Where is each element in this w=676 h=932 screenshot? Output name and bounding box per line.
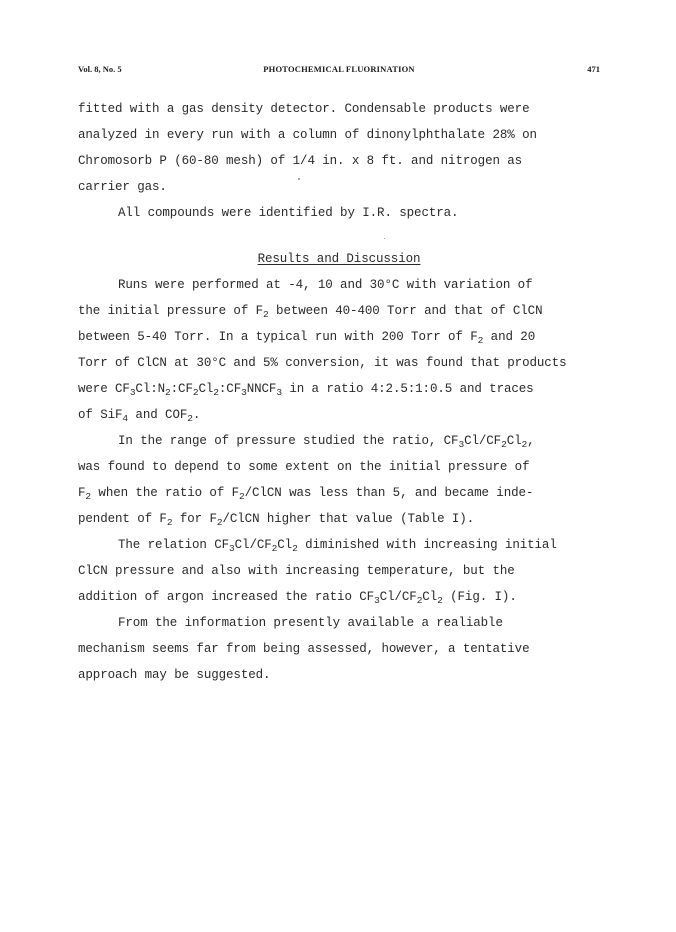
- text-line: Runs were performed at -4, 10 and 30°C with variation of: [118, 278, 533, 292]
- paragraph: [78, 532, 600, 610]
- text-line: In the range of pressure studied the ratio, $CF_3Cl/CF_2Cl_2$,: [118, 434, 535, 450]
- text-line: was found to depend to some extent on the initial pressure of: [78, 460, 530, 474]
- text-line: mechanism seems far from being assessed, however, a tentative: [78, 642, 530, 656]
- body-text: [78, 96, 600, 688]
- text-line: All compounds were identified by I.R. spectra.: [118, 206, 459, 220]
- text-line: the initial pressure of $F_2$ between 40-400 Torr and that of ClCN: [78, 304, 543, 320]
- text-line: From the information presently available a realiable: [118, 616, 503, 630]
- text-line: addition of argon increased the ratio $CF_3Cl/CF_2Cl_2$ (Fig. I).: [78, 590, 517, 606]
- text-line: ClCN pressure and also with increasing temperature, but the: [78, 564, 515, 578]
- paragraph: [78, 610, 600, 688]
- paragraph: [78, 428, 600, 532]
- text-line: approach may be suggested.: [78, 668, 271, 682]
- text-line: Chromosorb P (60-80 mesh) of 1/4 in. x 8 ft. and nitrogen as: [78, 154, 523, 168]
- text-line: pendent of $F_2$ for $F_2$/ClCN higher that value (Table I).: [78, 512, 475, 528]
- text-line: analyzed in every run with a column of dinonylphthalate 28% on: [78, 128, 537, 142]
- text-line: carrier gas.: [78, 180, 167, 194]
- paragraph: [78, 272, 600, 428]
- volume-number: Vol. 8, No. 5: [78, 64, 122, 74]
- paragraph: [78, 96, 600, 200]
- text-line: fitted with a gas density detector. Condensable products were: [78, 102, 530, 116]
- section-heading: Results and Discussion: [257, 252, 421, 266]
- page-number: 471: [587, 64, 600, 74]
- text-line: between 5-40 Torr. In a typical run with 200 Torr of $F_2$ and 20: [78, 330, 536, 346]
- running-head: [78, 64, 600, 78]
- text-line: Torr of ClCN at 30°C and 5% conversion, it was found that products: [78, 356, 567, 370]
- paragraph: [78, 200, 600, 226]
- text-line: of SiF$_4$ and $COF_2$.: [78, 408, 201, 424]
- running-title: PHOTOCHEMICAL FLUORINATION: [263, 64, 415, 74]
- text-line: were $CF_3Cl:N_2:CF_2Cl_2:CF_3NNCF_3$ in a ratio 4:2.5:1:0.5 and traces: [78, 382, 534, 398]
- text-line: $F_2$ when the ratio of $F_2$/ClCN was less than 5, and became inde-: [78, 486, 534, 502]
- text-line: The relation $CF_3Cl/CF_2Cl_2$ diminished with increasing initial: [118, 538, 557, 554]
